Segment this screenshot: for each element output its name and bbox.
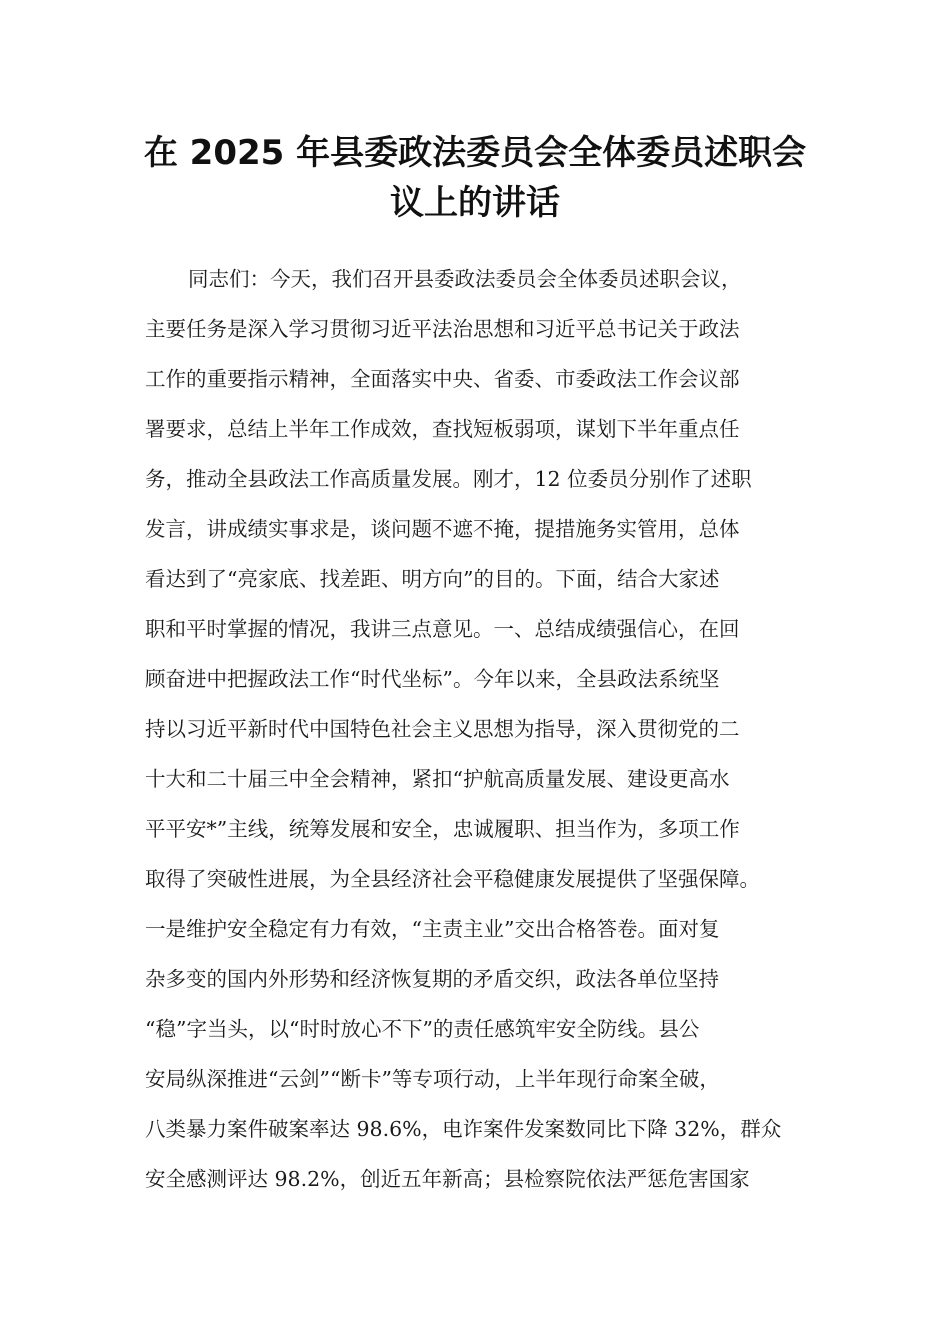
body-line: 平平安*”主线，统筹发展和安全，忠诚履职、担当作为，多项工作 [145,817,740,841]
document-title [120,128,830,228]
body-line: 同志们：今天，我们召开县委政法委员会全体委员述职会议， [188,267,742,291]
document-body [145,254,825,1204]
body-line: 发言，讲成绩实事求是，谈问题不遮不掩，提措施务实管用，总体 [145,517,740,541]
body-line: 署要求，总结上半年工作成效，查找短板弱项，谋划下半年重点任 [145,417,740,441]
body-line: 工作的重要指示精神，全面落实中央、省委、市委政法工作会议部 [145,367,740,391]
title-line-2: 议上的讲话 [390,183,560,223]
body-line: 职和平时掌握的情况，我讲三点意见。一、总结成绩强信心，在回 [145,617,740,641]
body-line: 杂多变的国内外形势和经济恢复期的矛盾交织，政法各单位坚持 [145,967,719,991]
title-line-1: 在 2025 年县委政法委员会全体委员述职会 [143,133,807,173]
body-line: “稳”字当头，以“时时放心不下”的责任感筑牢安全防线。县公 [145,1017,700,1041]
body-line: 取得了突破性进展，为全县经济社会平稳健康发展提供了坚强保障。 [145,867,760,891]
body-line: 务，推动全县政法工作高质量发展。刚才，12 位委员分别作了述职 [145,467,752,491]
body-line: 持以习近平新时代中国特色社会主义思想为指导，深入贯彻党的二 [145,717,740,741]
body-line: 顾奋进中把握政法工作“时代坐标”。今年以来，全县政法系统坚 [145,667,720,691]
body-line: 一是维护安全稳定有力有效，“主责主业”交出合格答卷。面对复 [145,917,720,941]
body-line: 主要任务是深入学习贯彻习近平法治思想和习近平总书记关于政法 [145,317,740,341]
body-line: 十大和二十届三中全会精神，紧扣“护航高质量发展、建设更高水 [145,767,730,791]
body-line: 看达到了“亮家底、找差距、明方向”的目的。下面，结合大家述 [145,567,720,591]
body-line: 安全感测评达 98.2%，创近五年新高；县检察院依法严惩危害国家 [145,1167,750,1191]
body-line: 八类暴力案件破案率达 98.6%，电诈案件发案数同比下降 32%，群众 [145,1117,782,1141]
body-line: 安局纵深推进“云剑”“断卡”等专项行动，上半年现行命案全破， [145,1067,720,1091]
